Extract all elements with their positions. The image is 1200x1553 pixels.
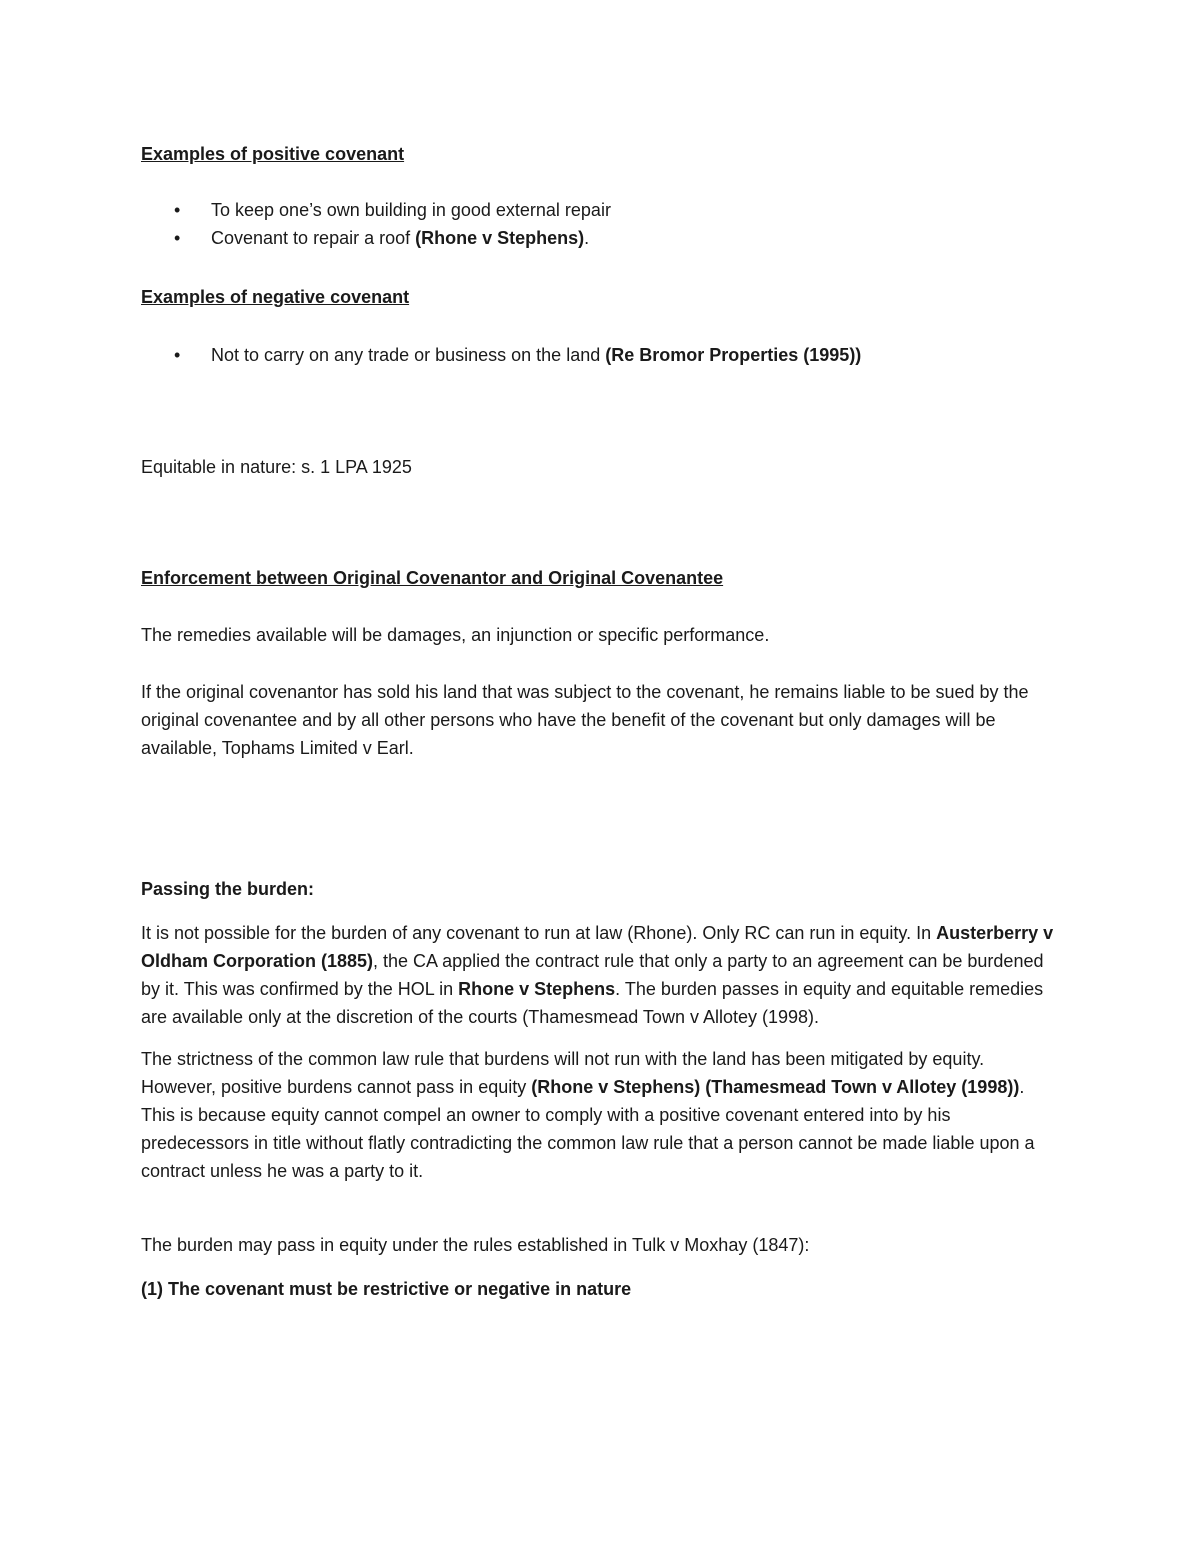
paragraph-tulk-v-moxhay: The burden may pass in equity under the rules established in Tulk v Moxhay (1847): xyxy=(141,1235,810,1255)
positive-covenant-list xyxy=(141,196,1061,252)
equitable-nature-line: Equitable in nature: s. 1 LPA 1925 xyxy=(141,457,412,477)
list-item: • Not to carry on any trade or business on the land (Re Bromor Properties (1995)) xyxy=(141,341,1061,369)
bullet-icon: • xyxy=(174,345,181,365)
heading-enforcement: Enforcement between Original Covenantor and Original Covenantee xyxy=(141,568,724,588)
heading-positive-covenant: Examples of positive covenant xyxy=(141,144,405,164)
paragraph-original-covenantor: If the original covenantor has sold his land that was subject to the covenant, he remains liable to be sued by the original covenantee and by all other persons who have the benefit of the covenant but only damages will be available, Tophams Limited v Earl. xyxy=(141,682,1029,758)
bullet-icon: • xyxy=(174,200,181,220)
paragraph-burden-at-law: It is not possible for the burden of any covenant to run at law (Rhone). Only RC can run in equity. In Austerberry v Oldham Corporation (1885), the CA applied the contract rule that only a party to an agreement can be burdened by it. This was confirmed by the HOL in Rhone v Stephens. The burden passes in equity and equitable remedies are available only at the discretion of the courts (Thamesmead Town v Allotey (1998). xyxy=(141,923,1054,1027)
heading-negative-covenant: Examples of negative covenant xyxy=(141,287,410,307)
negative-covenant-list xyxy=(141,341,1061,369)
paragraph-strictness: The strictness of the common law rule that burdens will not run with the land has been mitigated by equity. However, positive burdens cannot pass in equity (Rhone v Stephens) (Thamesmead Town v Allotey (1998)). This is because equity cannot compel an owner to comply with a positive covenant entered into by his predecessors in title without flatly contradicting the common law rule that a person cannot be made liable upon a contract unless he was a party to it. xyxy=(141,1049,1035,1181)
paragraph-remedies: The remedies available will be damages, an injunction or specific performance. xyxy=(141,625,770,645)
rule-one-restrictive: (1) The covenant must be restrictive or negative in nature xyxy=(141,1279,632,1299)
bullet-icon: • xyxy=(174,228,181,248)
heading-passing-burden: Passing the burden: xyxy=(141,879,315,899)
document-body xyxy=(141,140,1061,1303)
list-item: • Covenant to repair a roof (Rhone v Stephens). xyxy=(141,224,1061,252)
list-item: • To keep one’s own building in good external repair xyxy=(141,196,1061,224)
